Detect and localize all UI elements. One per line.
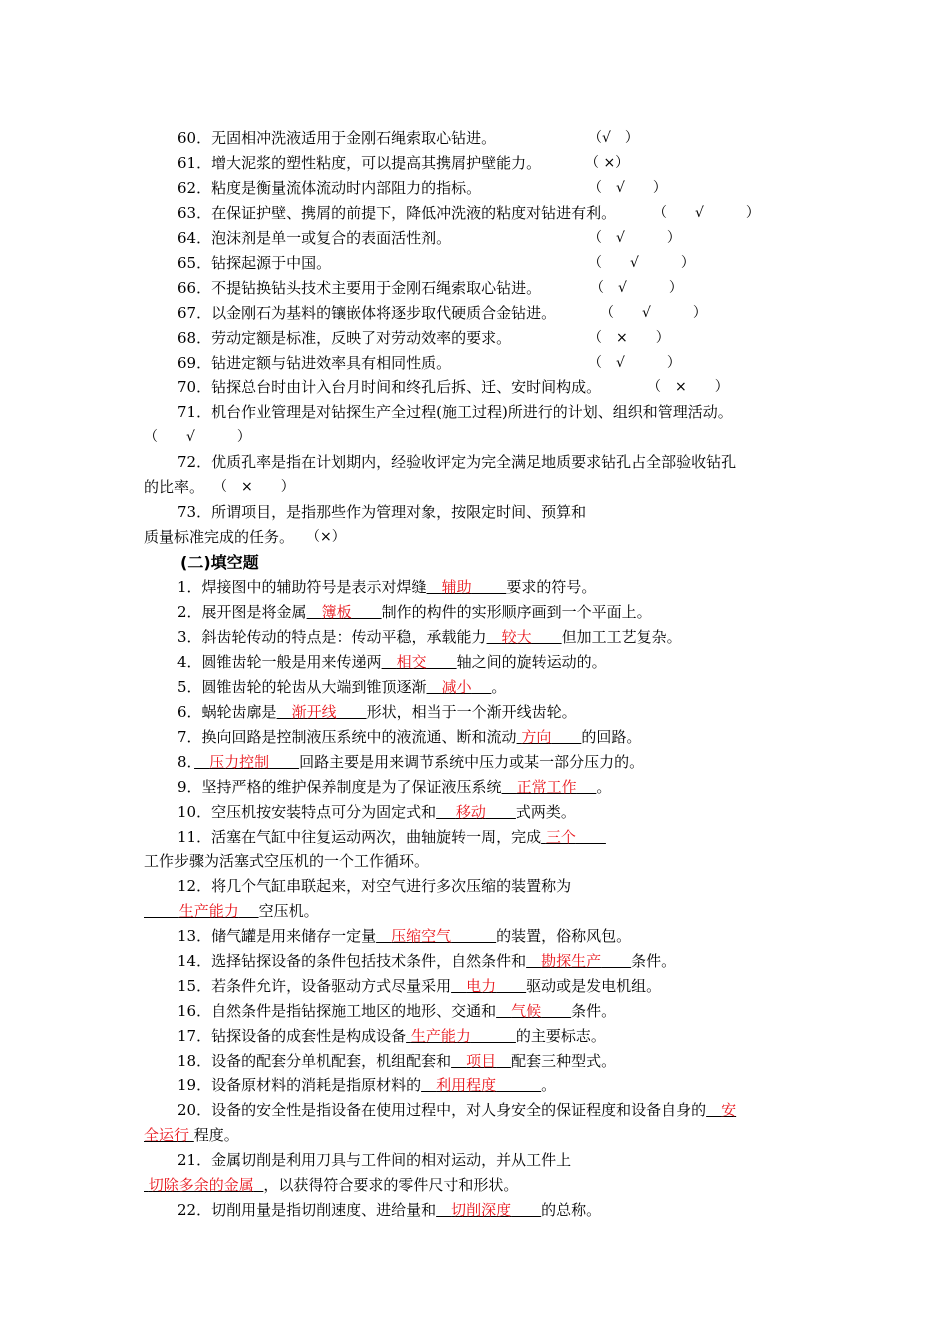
fill-answer: 相交	[396, 653, 427, 671]
question-text: 61．增大泥浆的塑性粘度，可以提高其携屑护壁能力。	[177, 154, 542, 172]
answer-mark: （ √ ）	[653, 205, 760, 221]
fill-item: 20．设备的安全性是指设备在使用过程中，对人身安全的保证程度和设备自身的 安	[177, 1101, 737, 1119]
fill-item: 1．焊接图中的辅助符号是表示对焊缝 辅助 要求的符号。	[177, 578, 597, 596]
answer-mark: （ × ）	[647, 379, 729, 395]
question-text: 73．所谓项目，是指那些作为管理对象，按限定时间、预算和	[177, 503, 587, 521]
answer-mark: （×）	[306, 529, 346, 545]
question-text: 66．不提钻换钻头技术主要用于金刚石绳索取心钻进。	[177, 279, 542, 297]
fill-item: 15．若条件允许，设备驱动方式尽量采用 电力 驱动或是发电机组。	[177, 977, 662, 995]
fill-item: 13．储气罐是用来储存一定量 压缩空气 的装置，俗称风包。	[177, 927, 632, 945]
fill-answer: 生产能力	[410, 1027, 471, 1045]
question-text: 70．钻探总台时由计入台月时间和终孔后拆、迁、安时间构成。	[177, 378, 602, 396]
fill-item: 22．切削用量是指切削速度、进给量和 切削深度 的总称。	[177, 1201, 602, 1219]
fill-answer: 移动	[455, 803, 486, 821]
fill-item: 4．圆锥齿轮一般是用来传递两 相交 轴之间的旋转运动的。	[177, 653, 607, 671]
fill-answer: 压缩空气	[391, 927, 452, 945]
fill-item-cont: 全运行 程度。	[144, 1126, 239, 1144]
answer-mark: （ √ ）	[590, 280, 683, 296]
answer-mark: （ √ ）	[144, 429, 251, 445]
fill-answer-cont: 全运行	[144, 1126, 190, 1144]
section-title: (二)填空题	[180, 553, 259, 572]
fill-item: 18．设备的配套分单机配套，机组配套和 项目 配套三种型式。	[177, 1052, 617, 1070]
fill-item-cont: 生产能力 空压机。	[178, 902, 319, 920]
fill-item: 11．活塞在气缸中往复运动两次，曲轴旋转一周，完成 三个	[177, 828, 576, 846]
answer-mark: （ × ）	[588, 330, 670, 346]
fill-answer: 切削深度	[451, 1201, 512, 1219]
fill-item: 10．空压机按安装特点可分为固定式和 移动 式两类。	[177, 803, 576, 821]
fill-item: 7．换向回路是控制液压系统中的液流通、断和流动 方向 的回路。	[177, 728, 642, 746]
fill-answer: 气候	[511, 1002, 542, 1020]
answer-mark: （ √ ）	[588, 355, 681, 371]
fill-item-cont: 工作步骤为活塞式空压机的一个工作循环。	[144, 852, 430, 870]
fill-answer: 压力控制	[209, 753, 270, 771]
fill-answer: 正常工作	[516, 778, 577, 796]
fill-item: 2．展开图是将金属 簿板 制作的构件的实形顺序画到一个平面上。	[177, 603, 652, 621]
question-text-cont: 的比率。	[144, 478, 205, 496]
fill-item: 19．设备原材料的消耗是指原材料的 利用程度 。	[177, 1076, 557, 1094]
fill-answer: 切除多余的金属	[148, 1176, 254, 1194]
fill-item: 9．坚持严格的维护保养制度是为了保证液压系统 正常工作 。	[177, 778, 612, 796]
fill-item: 14．选择钻探设备的条件包括技术条件，自然条件和 勘探生产 条件。	[177, 952, 677, 970]
answer-mark: （ √ ）	[588, 180, 667, 196]
fill-answer: 安	[721, 1101, 737, 1119]
fill-answer: 利用程度	[436, 1076, 497, 1094]
fill-item: 5．圆锥齿轮的轮齿从大端到锥顶逐渐 减小 。	[177, 678, 507, 696]
question-text: 63．在保证护壁、携屑的前提下，降低冲洗液的粘度对钻进有利。	[177, 204, 617, 222]
answer-mark: （ √ ）	[588, 230, 681, 246]
answer-mark: （ ×）	[585, 155, 630, 171]
answer-mark: （ × ）	[213, 479, 295, 495]
fill-item: 6．蜗轮齿廓是 渐开线 形状，相当于一个渐开线齿轮。	[177, 703, 577, 721]
answer-mark: （ √ ）	[588, 255, 695, 271]
fill-answer: 勘探生产	[541, 952, 602, 970]
fill-answer: 电力	[466, 977, 497, 995]
fill-answer: 簿板	[321, 603, 352, 621]
fill-answer: 较大	[501, 628, 532, 646]
fill-item: 16．自然条件是指钻探施工地区的地形、交通和 气候 条件。	[177, 1002, 617, 1020]
question-text: 64．泡沫剂是单一或复合的表面活性剂。	[177, 229, 452, 247]
question-text: 72．优质孔率是指在计划期内，经验收评定为完全满足地质要求钻孔占全部验收钻孔	[177, 453, 737, 471]
fill-answer: 减小	[441, 678, 472, 696]
question-text-cont: 质量标准完成的任务。	[144, 528, 295, 546]
question-text: 60．无固相冲洗液适用于金刚石绳索取心钻进。	[177, 129, 497, 147]
fill-answer: 渐开线	[291, 703, 337, 721]
fill-item: 12．将几个气缸串联起来，对空气进行多次压缩的装置称为	[177, 877, 572, 895]
answer-mark: （ √ ）	[600, 305, 707, 321]
fill-answer: 生产能力	[178, 902, 239, 920]
fill-item: 17．钻探设备的成套性是构成设备 生产能力 的主要标志。	[177, 1027, 606, 1045]
fill-answer: 三个	[545, 828, 576, 846]
question-text: 67．以金刚石为基料的镶嵌体将逐步取代硬质合金钻进。	[177, 304, 557, 322]
fill-item: 3．斜齿轮传动的特点是：传动平稳，承载能力 较大 但加工工艺复杂。	[177, 628, 682, 646]
fill-item: 21．金属切削是利用刀具与工件间的相对运动，并从工件上	[177, 1151, 572, 1169]
fill-item-cont: 切除多余的金属 ，以获得符合要求的零件尺寸和形状。	[148, 1176, 519, 1194]
question-text: 69．钻进定额与钻进效率具有相同性质。	[177, 354, 452, 372]
fill-answer: 项目	[466, 1052, 497, 1070]
question-text: 65．钻探起源于中国。	[177, 254, 332, 272]
question-text: 71．机台作业管理是对钻探生产全过程(施工过程)所进行的计划、组织和管理活动。	[177, 403, 733, 421]
answer-mark: （√ ）	[588, 130, 639, 146]
question-text: 62．粘度是衡量流体流动时内部阻力的指标。	[177, 179, 482, 197]
question-text: 68．劳动定额是标准，反映了对劳动效率的要求。	[177, 329, 512, 347]
fill-answer: 方向	[521, 728, 552, 746]
fill-answer: 辅助	[441, 578, 472, 596]
fill-item: 8． 压力控制 回路主要是用来调节系统中压力或某一部分压力的。	[177, 753, 645, 771]
